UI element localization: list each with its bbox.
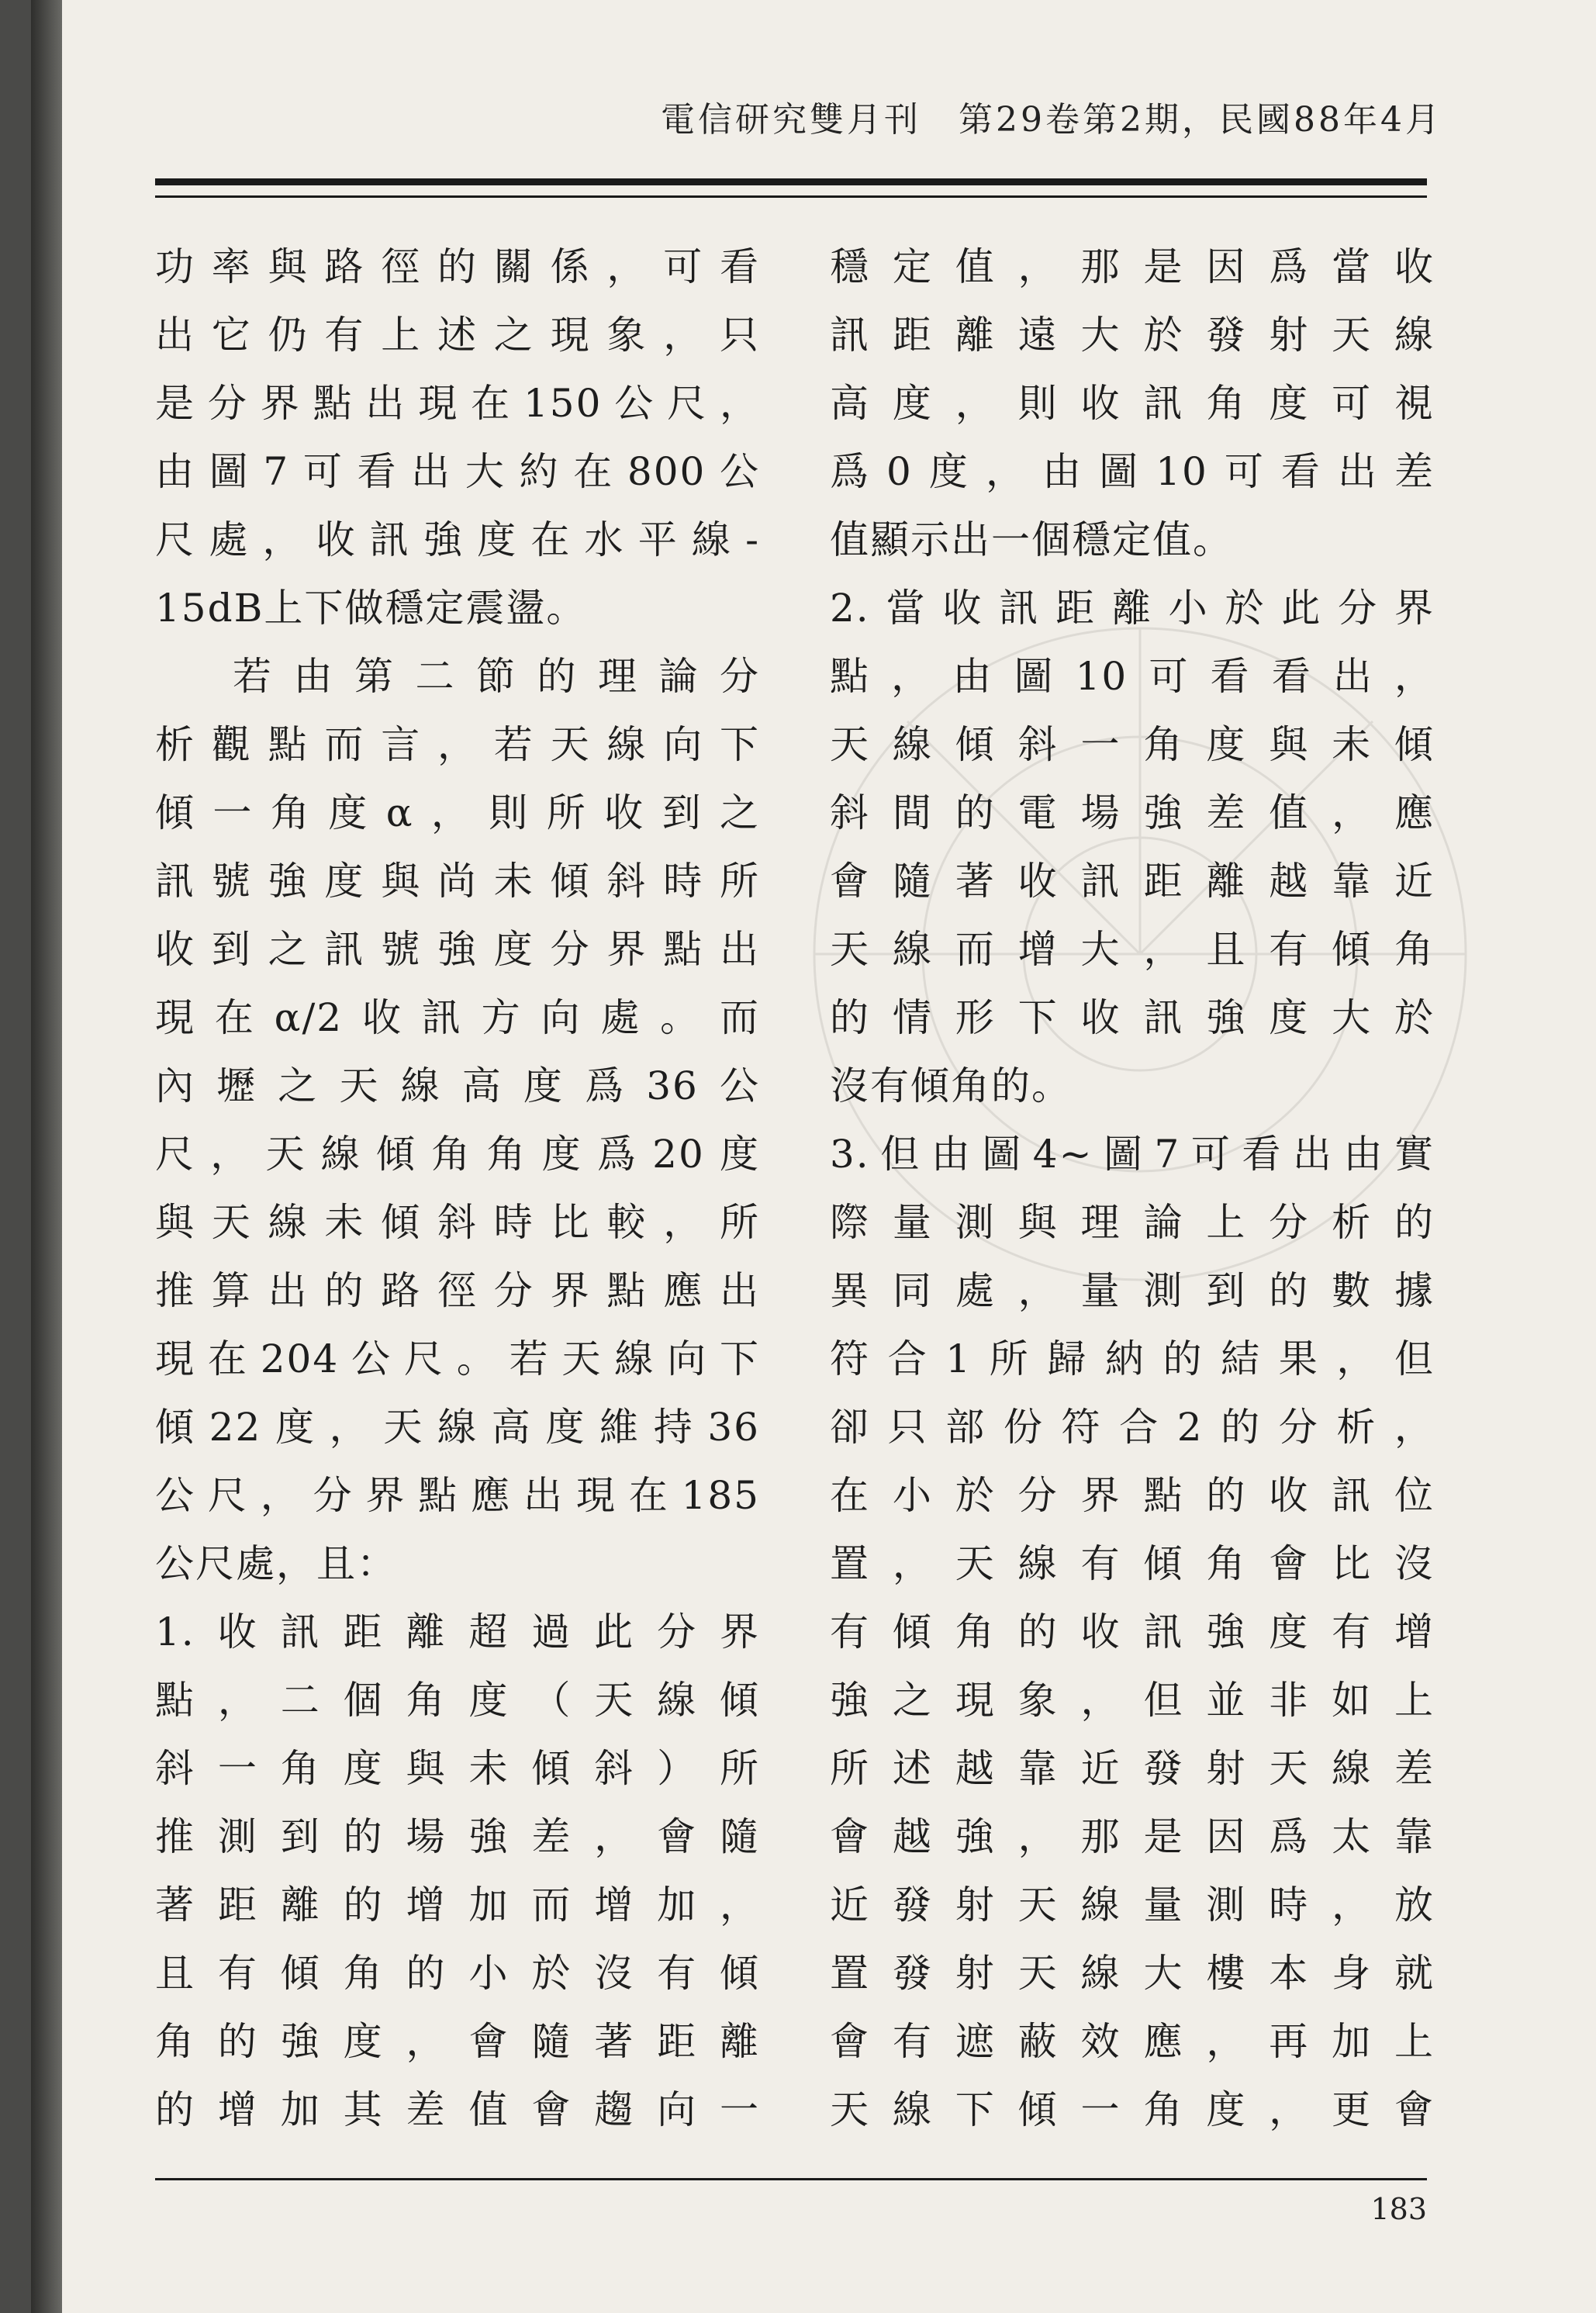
- list-item-line: 斜間的電場強差值，應: [830, 790, 1435, 835]
- list-item-line: 值顯示出一個穩定值。: [830, 517, 1233, 562]
- list-item-line: 置發射天線大樓本身就: [830, 1951, 1435, 1996]
- list-item-line: 異同處，量測到的數據: [830, 1268, 1435, 1313]
- document-page: [31, 0, 1596, 2313]
- list-item-line: 際量測與理論上分析的: [830, 1200, 1435, 1245]
- list-item-line: 著距離的增加而增加，: [155, 1883, 760, 1928]
- list-item-line: 高度，則收訊角度可視: [830, 381, 1435, 426]
- text-line: 是分界點出現在150公尺，: [155, 381, 760, 426]
- footer-rule: [155, 2178, 1427, 2180]
- text-line: 15dB上下做穩定震盪。: [155, 586, 587, 631]
- list-item-line: 斜一角度與未傾斜）所: [155, 1746, 760, 1791]
- text-line: 尺處，收訊強度在水平線-: [155, 517, 760, 562]
- text-line: 內壢之天線高度爲36公: [155, 1063, 760, 1108]
- list-item-line: 會隨著收訊距離越靠近: [830, 859, 1435, 904]
- list-item-line: 卻只部份符合2的分析，: [830, 1405, 1435, 1450]
- text-line: 公尺，分界點應出現在185: [155, 1473, 760, 1518]
- text-line: 現在204公尺。若天線向下: [155, 1336, 760, 1381]
- text-line: 出它仍有上述之現象，只: [155, 313, 760, 358]
- page-number: 183: [1370, 2192, 1427, 2226]
- list-item-line: 訊距離遠大於發射天線: [830, 313, 1435, 358]
- list-item-line: 會越強，那是因爲太靠: [830, 1814, 1435, 1859]
- text-line: 尺，天線傾角角度爲20度: [155, 1132, 760, 1177]
- running-head: 電信研究雙月刊 第29卷第2期，民國88年4月: [661, 100, 1442, 140]
- list-item-line: 3.但由圖4~圖7可看出由實: [830, 1132, 1435, 1177]
- list-item-line: 近發射天線量測時，放: [830, 1883, 1435, 1928]
- text-line: 析觀點而言，若天線向下: [155, 722, 760, 767]
- list-item-line: 穩定值，那是因爲當收: [830, 244, 1435, 289]
- text-line: 由圖7可看出大約在800公: [155, 449, 760, 494]
- list-item-line: 2.當收訊距離小於此分界: [830, 586, 1435, 631]
- header-rule-thick: [155, 178, 1427, 185]
- list-item-line: 會有遮蔽效應，再加上: [830, 2019, 1435, 2064]
- list-item-line: 強之現象，但並非如上: [830, 1678, 1435, 1723]
- left-column: [155, 233, 760, 2144]
- text-line: 現在α/2收訊方向處。而: [155, 995, 760, 1040]
- list-item-line: 所述越靠近發射天線差: [830, 1746, 1435, 1791]
- right-column: [830, 233, 1435, 2144]
- list-item-line: 的情形下收訊強度大於: [830, 995, 1435, 1040]
- list-item-line: 點，由圖10可看看出，: [830, 654, 1435, 699]
- list-item-line: 的增加其差值會趨向一: [155, 2087, 760, 2132]
- list-item-line: 點，二個角度（天線傾: [155, 1678, 760, 1723]
- list-item-line: 在小於分界點的收訊位: [830, 1473, 1435, 1518]
- list-item-line: 天線而增大，且有傾角: [830, 927, 1435, 972]
- text-line: 若由第二節的理論分: [233, 654, 760, 699]
- text-line: 收到之訊號強度分界點出: [155, 927, 760, 972]
- list-item-line: 天線傾斜一角度與未傾: [830, 722, 1435, 767]
- text-line: 傾22度，天線高度維持36: [155, 1405, 760, 1450]
- list-item-line: 天線下傾一角度，更會: [830, 2087, 1435, 2132]
- list-item-line: 沒有傾角的。: [830, 1063, 1072, 1108]
- list-item-line: 推測到的場強差，會隨: [155, 1814, 760, 1859]
- text-line: 傾一角度α，則所收到之: [155, 790, 760, 835]
- list-item-line: 1.收訊距離超過此分界: [155, 1609, 760, 1654]
- list-item-line: 且有傾角的小於沒有傾: [155, 1951, 760, 1996]
- list-item-line: 爲0度，由圖10可看出差: [830, 449, 1435, 494]
- list-item-line: 角的強度，會隨著距離: [155, 2019, 760, 2064]
- page-edge-shadow: [31, 0, 62, 2313]
- list-item-line: 置，天線有傾角會比沒: [830, 1541, 1435, 1586]
- text-line: 與天線未傾斜時比較，所: [155, 1200, 760, 1245]
- text-line: 功率與路徑的關係，可看: [155, 244, 760, 289]
- text-line: 推算出的路徑分界點應出: [155, 1268, 760, 1313]
- text-line: 訊號強度與尚未傾斜時所: [155, 859, 760, 904]
- list-item-line: 符合1所歸納的結果，但: [830, 1336, 1435, 1381]
- list-item-line: 有傾角的收訊強度有增: [830, 1609, 1435, 1654]
- header-rule-thin: [155, 195, 1427, 198]
- text-line: 公尺處，且：: [155, 1541, 397, 1586]
